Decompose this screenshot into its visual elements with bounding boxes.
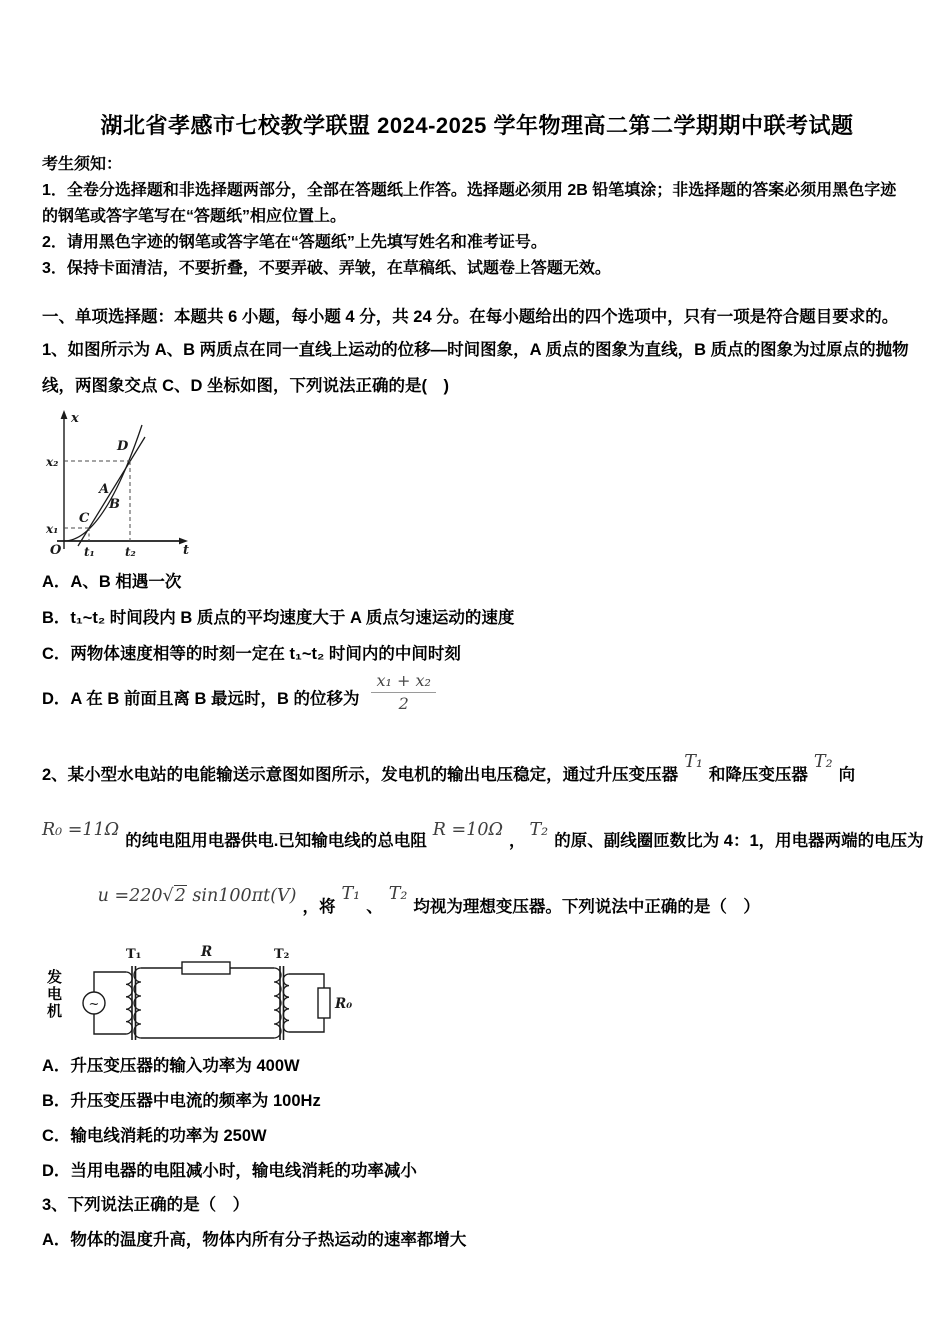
question-2	[42, 740, 924, 1186]
question-1	[42, 332, 912, 724]
q2-stem-text-2: 和降压变压器	[708, 766, 808, 784]
u-formula-prefix: u =220	[97, 886, 163, 906]
point-d-label: D	[117, 439, 129, 454]
question-3	[42, 1186, 912, 1255]
q2-stem-text-6: ，将	[302, 898, 336, 916]
q2-stem-text-3: 向	[838, 766, 856, 784]
x1-tick-label: x₁	[46, 522, 59, 536]
q2-stem-line-3	[42, 872, 912, 938]
point-c-label: C	[79, 511, 90, 526]
q2-stem-text-5: 的原、副线圈匝数比为 4：1，用电器两端的电压为	[554, 832, 924, 850]
y-axis-arrow	[61, 410, 68, 419]
gen-wire-bottom	[94, 1014, 126, 1034]
u-formula-suffix: sin100πt(V)	[186, 886, 297, 906]
t-axis-label: t	[183, 543, 190, 558]
math-T1-ref: T₁	[341, 884, 361, 904]
xt-graph-figure	[44, 404, 194, 562]
t2-tick-label: t₂	[125, 545, 136, 559]
question-1-stem: 1、如图所示为 A、B 两质点在同一直线上运动的位移—时间图象，A 质点的图象为直线，B 质点的图象为过原点的抛物线，两图象交点 C、D 坐标如图，下列说法正确的是( )	[42, 341, 909, 395]
section1-heading: 一、单项选择题：本题共 6 小题，每小题 4 分，共 24 分。在每小题给出的四个选项中，只有一项是符合题目要求的。	[42, 308, 899, 326]
q1-option-c: C．两物体速度相等的时刻一定在 t₁~t₂ 时间内的中间时刻	[42, 645, 461, 663]
math-T2-ref2: T₂	[388, 884, 408, 904]
math-T2-ref: T₂	[529, 820, 549, 840]
q2-option-a: A．升压变压器的输入功率为 400W	[42, 1056, 300, 1075]
math-T2: T₂	[813, 752, 833, 772]
q1-option-d	[42, 670, 912, 724]
position-time-graph	[44, 404, 912, 562]
radical-sign: √	[162, 886, 174, 906]
origin-label: O	[50, 543, 62, 558]
q2-stem-line-1	[42, 740, 912, 806]
ac-tilde: ~	[88, 997, 100, 1012]
q2-option-c: C．输电线消耗的功率为 250W	[42, 1126, 267, 1145]
load-wire-top	[289, 974, 324, 988]
q1-option-b: B．t₁~t₂ 时间段内 B 质点的平均速度大于 A 质点匀速运动的速度	[42, 609, 515, 627]
fraction-numerator: x₁ + x₂	[371, 671, 435, 692]
notice-item-2: 2．请用黑色字迹的钢笔或答字笔在“答题纸”上先填写姓名和准考证号。	[42, 234, 547, 251]
math-T1: T₁	[684, 752, 703, 772]
line-a	[78, 437, 145, 546]
q2-stem-comma: ，	[508, 832, 526, 850]
x2-tick-label: x₂	[46, 455, 59, 469]
t2-circuit-label: T₂	[274, 947, 290, 962]
line-a-label: A	[99, 482, 110, 497]
q2-stem-text-1: 2、某小型水电站的电能输送示意图如图所示，发电机的输出电压稳定，通过升压变压器	[42, 766, 679, 784]
r-circuit-label: R	[201, 944, 213, 960]
q2-option-b: B．升压变压器中电流的频率为 100Hz	[42, 1091, 321, 1110]
load-resistor	[318, 988, 330, 1018]
exam-title: 湖北省孝感市七校教学联盟 2024-2025 学年物理高二第二学期期中联考试题	[100, 113, 854, 138]
question-3-stem: 3、下列说法正确的是（ ）	[42, 1196, 250, 1214]
notice-heading: 考生须知：	[42, 156, 123, 173]
load-wire-bottom	[289, 1018, 324, 1032]
q2-option-d: D．当用电器的电阻减小时，输电线消耗的功率减小	[42, 1161, 417, 1180]
q2-stem-pause: 、	[366, 898, 383, 916]
displacement-fraction	[371, 671, 435, 712]
line-resistor	[182, 962, 230, 974]
y-axis-label: x	[71, 411, 79, 426]
u-formula	[42, 866, 296, 926]
fraction-denominator: 2	[398, 693, 409, 713]
gen-wire-top	[94, 972, 126, 992]
curve-b-label: B	[109, 497, 120, 512]
q3-option-a: A．物体的温度升高，物体内所有分子热运动的速率都增大	[42, 1230, 467, 1249]
power-transmission-circuit	[42, 942, 912, 1042]
q1-option-a: A．A、B 相遇一次	[42, 573, 182, 591]
circuit-figure	[64, 942, 364, 1042]
notice-item-3: 3．保持卡面清洁，不要折叠，不要弄破、弄皱，在草稿纸、试题卷上答题无效。	[42, 260, 611, 277]
q2-stem-text-4: 的纯电阻用电器供电.已知输电线的总电阻	[125, 832, 427, 850]
q2-stem-text-7: 均视为理想变压器。下列说法中正确的是（ ）	[413, 898, 760, 916]
notice-item-1: 1．全卷分选择题和非选择题两部分，全部在答题纸上作答。选择题必须用 2B 铅笔填涂；非选择题的答案必须用黑色字迹的钢笔或答字笔写在“答题纸”相应位置上。	[42, 182, 897, 225]
q2-stem-line-2	[42, 806, 924, 872]
t1-tick-label: t₁	[84, 545, 95, 559]
r0-circuit-label: R₀	[335, 996, 353, 1012]
t1-circuit-label: T₁	[126, 947, 142, 962]
q1-option-d-text: D．A 在 B 前面且离 B 最远时，B 的位移为	[42, 690, 360, 708]
notice-section	[42, 152, 912, 282]
radicand: 2	[174, 886, 186, 906]
math-R-equation: R =10Ω	[432, 820, 503, 840]
math-R0-equation: R₀ =11Ω	[42, 820, 120, 840]
generator-label: 发电机	[45, 968, 62, 1020]
